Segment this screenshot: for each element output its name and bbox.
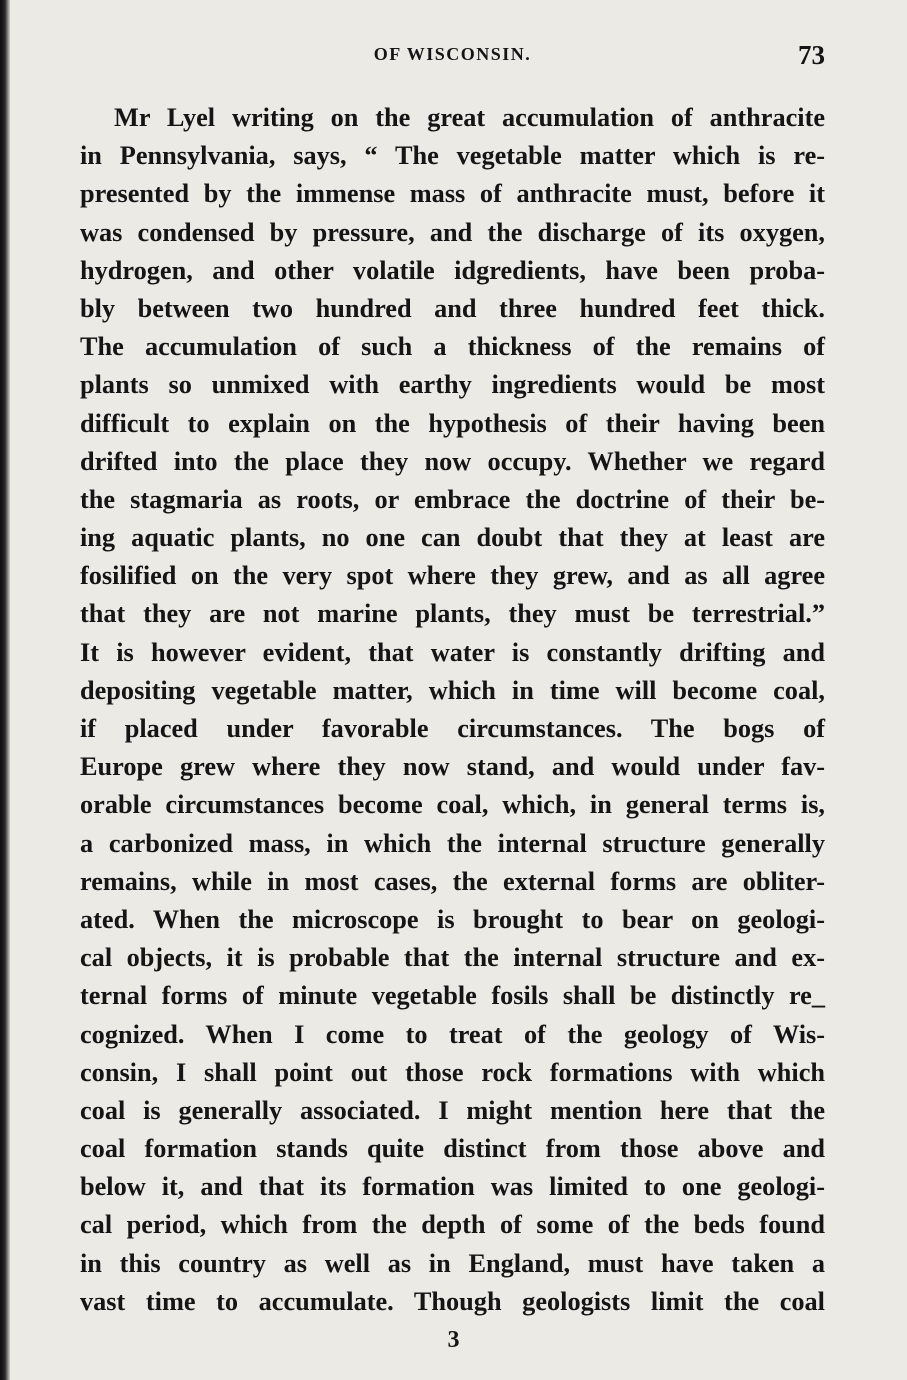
text-line: below it, and that its formation was limited to one geologi- bbox=[80, 1172, 825, 1202]
text-line: coal is generally associated. I might mention here that the bbox=[80, 1095, 825, 1125]
text-line: was condensed by pressure, and the discharge of its oxygen, bbox=[80, 217, 825, 247]
text-line: that they are not marine plants, they must be terrestrial.” bbox=[80, 599, 825, 629]
text-line: difficult to explain on the hypothesis of their having been bbox=[80, 408, 825, 438]
text-line: plants so unmixed with earthy ingredients would be most bbox=[80, 370, 825, 400]
text-line: The accumulation of such a thickness of the remains of bbox=[80, 332, 825, 362]
signature-mark: 3 bbox=[447, 1327, 460, 1353]
text-line: if placed under favorable circumstances. The bogs of bbox=[80, 714, 825, 743]
text-line: fosilified on the very spot where they grew, and as all agree bbox=[80, 561, 825, 591]
running-head: OF WISCONSIN. bbox=[373, 44, 532, 64]
text-line: remains, while in most cases, the external forms are obliter- bbox=[80, 866, 825, 896]
text-line: in Pennsylvania, says, “ The vegetable matter which is re- bbox=[80, 141, 825, 171]
page-number: 73 bbox=[798, 40, 825, 70]
text-line: a carbonized mass, in which the internal structure generally bbox=[80, 828, 825, 858]
text-line: coal formation stands quite distinct from those above and bbox=[80, 1134, 825, 1164]
text-line: depositing vegetable matter, which in time will become coal, bbox=[80, 675, 825, 705]
text-line: It is however evident, that water is constantly drifting and bbox=[80, 637, 825, 667]
text-line: Europe grew where they now stand, and would under fav- bbox=[80, 752, 825, 782]
text-line: vast time to accumulate. Though geologists limit the coal bbox=[80, 1286, 825, 1316]
text-line: hydrogen, and other volatile idgredients, have been proba- bbox=[80, 255, 825, 285]
text-line: bly between two hundred and three hundred feet thick. bbox=[80, 293, 825, 323]
text-line: presented by the immense mass of anthracite must, before it bbox=[80, 179, 825, 209]
text-line: ternal forms of minute vegetable fosils shall be distinctly re_ bbox=[80, 981, 825, 1011]
text-line: the stagmaria as roots, or embrace the doctrine of their be- bbox=[80, 484, 825, 514]
text-line: cognized. When I come to treat of the geology of Wis- bbox=[80, 1019, 825, 1049]
page-header bbox=[80, 40, 825, 78]
text-line: in this country as well as in England, must have taken a bbox=[80, 1248, 825, 1278]
text-line: Mr Lyel writing on the great accumulation of anthracite bbox=[114, 103, 825, 132]
body-text bbox=[80, 99, 825, 1321]
text-line: drifted into the place they now occupy. Whether we regard bbox=[80, 446, 825, 476]
text-line: cal period, which from the depth of some of the beds found bbox=[80, 1210, 825, 1240]
page-binding-edge bbox=[0, 0, 10, 1380]
text-line: consin, I shall point out those rock formations with which bbox=[80, 1057, 825, 1087]
text-line: ing aquatic plants, no one can doubt that they at least are bbox=[80, 523, 825, 553]
text-line: ated. When the microscope is brought to bear on geologi- bbox=[80, 904, 825, 934]
text-line: cal objects, it is probable that the internal structure and ex- bbox=[80, 943, 825, 973]
text-line: orable circumstances become coal, which, in general terms is, bbox=[80, 790, 825, 820]
